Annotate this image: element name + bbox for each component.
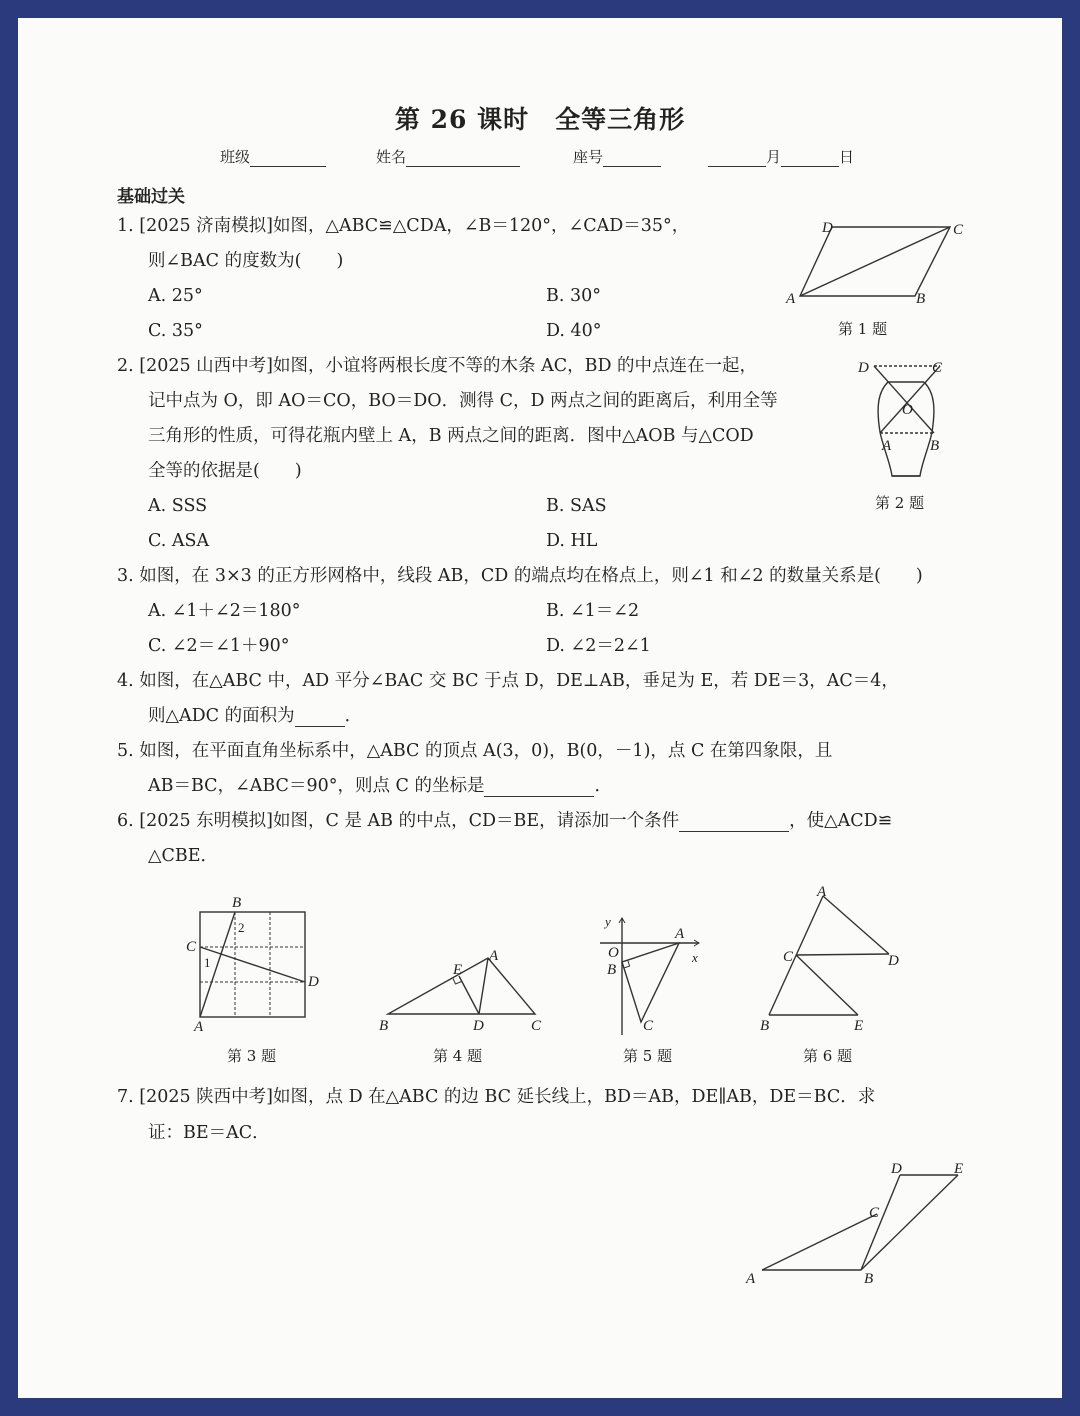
q3-angle-2: 2 [238, 920, 245, 935]
q4-figure [375, 940, 555, 1040]
q4-line2-text: 则△ADC 的面积为 [148, 706, 295, 726]
q5-figure [595, 910, 715, 1040]
q2-label-d: D [858, 360, 869, 376]
q7-line2: 证：BE＝AC． [148, 1123, 270, 1143]
q7-label-e: E [954, 1161, 964, 1177]
q6-label-e: E [854, 1018, 864, 1034]
q5-label-a: A [675, 926, 685, 942]
q4-label-e: E [453, 962, 463, 978]
q4-label-d: D [473, 1018, 484, 1034]
q1-figure [780, 212, 980, 312]
q2-label-b: B [930, 438, 940, 454]
q7-segment-ac [762, 1214, 877, 1270]
q2-label-c: C [932, 360, 943, 376]
q5-triangle-abc [622, 943, 679, 1022]
month-blank[interactable] [708, 150, 766, 167]
q2-figure [850, 352, 960, 492]
q7-label-b: B [864, 1271, 874, 1287]
q2-option-c[interactable]: C. ASA [148, 531, 210, 551]
q5-label-c: C [643, 1018, 654, 1034]
q4-perpendicular-de [459, 976, 479, 1014]
q3-option-d[interactable]: D. ∠2＝2∠1 [546, 636, 651, 656]
class-field [220, 146, 326, 167]
q1-line1: 1. [2025 济南模拟]如图，△ABC≌△CDA，∠B＝120°，∠CAD＝35°， [117, 216, 690, 236]
q2-caption: 第 2 题 [875, 494, 925, 512]
q6-line1-tail: ，使△ACD≌ [789, 811, 893, 831]
q5-label-x: x [692, 950, 698, 965]
q4-label-c: C [531, 1018, 542, 1034]
q4-line2-tail: ． [344, 706, 363, 726]
q1-label-b: B [916, 291, 926, 307]
q6-label-a: A [817, 884, 827, 900]
q4-line2 [148, 705, 362, 727]
q3-angle-1: 1 [204, 955, 211, 970]
q5-line1: 5. 如图，在平面直角坐标系中，△ABC 的顶点 A(3，0)，B(0，－1)，点 C 在第四象限，且 [117, 741, 833, 761]
month-label: 月 [766, 148, 782, 166]
name-field [376, 146, 520, 167]
name-label: 姓名 [376, 148, 407, 166]
q6-label-c: C [783, 949, 794, 965]
q5-label-y: y [605, 914, 611, 929]
q5-label-b: B [607, 962, 617, 978]
q5-line2-tail: ． [594, 776, 612, 796]
q2-option-a[interactable]: A. SSS [148, 496, 208, 516]
q2-option-b[interactable]: B. SAS [546, 496, 607, 516]
q7-figure [740, 1155, 980, 1295]
q3-option-c[interactable]: C. ∠2＝∠1＋90° [148, 636, 290, 656]
q2-line4: 全等的依据是( ) [148, 461, 302, 481]
q6-answer-blank[interactable] [679, 813, 789, 832]
q1-option-b[interactable]: B. 30° [546, 286, 602, 306]
day-label: 日 [839, 148, 855, 166]
seat-blank[interactable] [603, 150, 661, 167]
q2-line3: 三角形的性质，可得花瓶内壁上 A，B 两点之间的距离．图中△AOB 与△COD [148, 426, 754, 446]
q1-diagonal-ac [800, 227, 950, 296]
name-blank[interactable] [406, 150, 520, 167]
day-blank[interactable] [781, 150, 839, 167]
q1-label-c: C [953, 222, 964, 238]
q7-segment-bd [861, 1175, 900, 1270]
q2-line1: 2. [2025 山西中考]如图，小谊将两根长度不等的木条 AC，BD 的中点连在一起， [117, 356, 758, 376]
q2-vase-outline [878, 382, 934, 476]
page-title: 第 26 课时 全等三角形 [394, 105, 686, 134]
q6-segment-ce [796, 955, 858, 1015]
q7-line1: 7. [2025 陕西中考]如图，点 D 在△ABC 的边 BC 延长线上，BD＝AB，DE∥AB，DE＝BC．求 [117, 1087, 876, 1107]
q3-line1: 3. 如图，在 3×3 的正方形网格中，线段 AB，CD 的端点均在格点上，则∠1 和∠2 的数量关系是( ) [117, 566, 923, 586]
q1-option-d[interactable]: D. 40° [546, 321, 602, 341]
q3-option-b[interactable]: B. ∠1＝∠2 [546, 601, 640, 621]
section-heading: 基础过关 [117, 187, 185, 207]
q1-caption: 第 1 题 [838, 320, 888, 338]
q7-label-a: A [746, 1271, 756, 1287]
q5-caption: 第 5 题 [623, 1047, 673, 1065]
q7-label-d: D [891, 1161, 902, 1177]
q2-label-a: A [882, 438, 892, 454]
q6-segment-cd [796, 954, 889, 955]
q6-caption: 第 6 题 [803, 1047, 853, 1065]
q1-label-a: A [786, 291, 796, 307]
q1-option-c[interactable]: C. 35° [148, 321, 203, 341]
q3-label-c: C [186, 939, 197, 955]
q4-line1: 4. 如图，在△ABC 中，AD 平分∠BAC 交 BC 于点 D，DE⊥AB，垂足为 E，若 DE＝3，AC＝4， [117, 671, 899, 691]
q2-label-o: O [902, 402, 913, 418]
q3-option-a[interactable]: A. ∠1＋∠2＝180° [148, 601, 301, 621]
q3-segment-cd [200, 947, 305, 982]
q6-line1 [117, 810, 892, 832]
q4-label-a: A [489, 948, 499, 964]
q7-segment-be [861, 1175, 958, 1270]
q6-line2: △CBE． [148, 846, 218, 866]
q7-label-c: C [869, 1205, 880, 1221]
seat-field [573, 146, 661, 167]
q4-label-b: B [379, 1018, 389, 1034]
q6-segment-ad [823, 896, 889, 954]
q4-answer-blank[interactable] [295, 708, 345, 727]
q5-label-o: O [608, 945, 619, 961]
q3-caption: 第 3 题 [227, 1047, 277, 1065]
q6-figure [755, 878, 915, 1038]
q6-label-b: B [760, 1018, 770, 1034]
q6-line1-text: 6. [2025 东明模拟]如图，C 是 AB 的中点，CD＝BE，请添加一个条件 [117, 811, 680, 831]
q5-line2-text: AB＝BC，∠ABC＝90°，则点 C 的坐标是 [148, 776, 485, 796]
q1-label-d: D [822, 220, 833, 236]
q3-label-d: D [308, 974, 319, 990]
q1-line2: 则∠BAC 的度数为( ) [148, 251, 344, 271]
q5-answer-blank[interactable] [484, 778, 594, 797]
q2-stick-ca [880, 366, 940, 433]
q3-label-a: A [194, 1019, 204, 1035]
q4-bisector-ad [479, 958, 488, 1014]
q3-figure [180, 895, 330, 1035]
seat-label: 座号 [573, 148, 604, 166]
q6-label-d: D [888, 953, 899, 969]
q4-caption: 第 4 题 [433, 1047, 483, 1065]
q5-line2 [148, 775, 612, 797]
date-field [708, 146, 854, 167]
q1-option-a[interactable]: A. 25° [148, 286, 203, 306]
q2-option-d[interactable]: D. HL [546, 531, 598, 551]
q2-line2: 记中点为 O，即 AO＝CO，BO＝DO．测得 C，D 两点之间的距离后，利用全等 [148, 391, 778, 411]
q2-stick-db [874, 366, 934, 433]
class-label: 班级 [220, 148, 251, 166]
class-blank[interactable] [250, 150, 326, 167]
q3-label-b: B [232, 895, 242, 911]
